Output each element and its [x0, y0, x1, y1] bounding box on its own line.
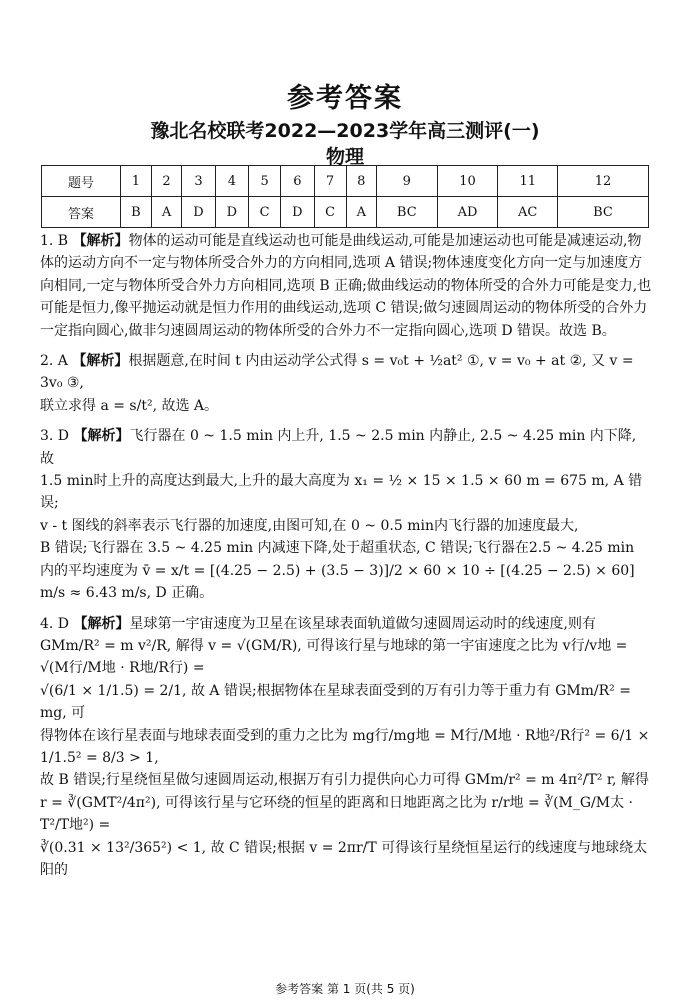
answer-table-answer-row	[42, 197, 649, 228]
solution-line: 飞行器在 0 ~ 1.5 min 内上升, 1.5 ~ 2.5 min 内静止, 2.5 ~ 4.25 min 内下降, 故	[40, 428, 637, 467]
solution-line: 1.5 min时上升的高度达到最大,上升的最大高度为 x₁ = ½ × 15 × 1.5 × 60 m = 675 m, A 错误;	[40, 473, 643, 512]
answer-cell: A	[346, 197, 376, 228]
question-head: 4. D	[40, 615, 70, 632]
solution-line: 内的平均速度为 v̄ = x/t = [(4.25 − 2.5) + (3.5 − 3)]/2 × 60 × 10 ÷ [(4.25 − 2.5) × 60] m/s ≈ 6.43 m/s, D 正确。	[40, 562, 635, 602]
question-number: 10	[437, 166, 498, 197]
analysis-tag: 【解析】	[72, 353, 129, 370]
answer-cell: AC	[498, 197, 558, 228]
question-number: 5	[249, 166, 281, 197]
solution-line: 根据题意,在时间 t 内由运动学公式得 s = v₀t + ½at² ①, v = v₀ + at ②, 又 v = 3v₀ ③,	[40, 353, 634, 392]
answer-cell: B	[120, 197, 151, 228]
answer-cell: D	[215, 197, 248, 228]
answer-table-number-row	[42, 166, 649, 197]
answer-table	[41, 165, 649, 228]
answer-cell: C	[314, 197, 346, 228]
solution-q1	[40, 230, 652, 342]
question-number: 8	[346, 166, 376, 197]
page-title: 参考答案	[287, 83, 403, 114]
question-number: 3	[182, 166, 215, 197]
question-head: 3. D	[40, 428, 70, 445]
answer-cell: BC	[558, 197, 649, 228]
solution-line: 联立求得 a = s/t², 故选 A。	[40, 397, 219, 414]
row-label: 答案	[42, 197, 121, 228]
page-footer: 参考答案 第 1 页(共 5 页)	[275, 982, 415, 996]
row-label: 题号	[42, 166, 121, 197]
question-number: 2	[151, 166, 181, 197]
solution-line: 故 B 错误;行星绕恒星做匀速圆周运动,根据万有引力提供向心力可得 GMm/r² = m 4π²/T² r, 解得	[40, 772, 649, 789]
solution-line: B 错误;飞行器在 3.5 ~ 4.25 min 内减速下降,处于超重状态, C 错误;飞行器在2.5 ~ 4.25 min	[40, 540, 635, 557]
answer-cell: D	[182, 197, 215, 228]
answer-cell: D	[281, 197, 314, 228]
solution-line: √(6/1 × 1/1.5) = 2/1, 故 A 错误;根据物体在星球表面受到的万有引力等于重力有 GMm/R² = mg, 可	[40, 682, 631, 722]
question-number: 1	[120, 166, 151, 197]
solution-line: r = ∛(GMT²/4π²), 可得该行星与它环绕的恒星的距离和日地距离之比为 r/r地 = ∛(M_G/M太 · T²/T地²) =	[40, 794, 634, 834]
solution-line: 得物体在该行星表面与地球表面受到的重力之比为 mg行/mg地 = M行/M地 · R地²/R行² = 6/1 × 1/1.5² = 8/3 > 1,	[40, 727, 650, 766]
analysis-tag: 【解析】	[72, 233, 129, 249]
question-head: 1. B	[40, 233, 69, 249]
answer-cell: AD	[437, 197, 498, 228]
question-number: 11	[498, 166, 558, 197]
solution-q2	[40, 350, 652, 417]
solution-line: 星球第一宇宙速度为卫星在该星球表面轨道做匀速圆周运动时的线速度,则有	[129, 615, 596, 632]
solutions-body	[40, 230, 652, 881]
solution-line: v - t 图线的斜率表示飞行器的加速度,由图可知,在 0 ~ 0.5 min内飞行器的加速度最大,	[40, 517, 579, 534]
analysis-tag: 【解析】	[73, 615, 130, 632]
answer-cell: BC	[376, 197, 437, 228]
question-number: 9	[376, 166, 437, 197]
question-head: 2. A	[40, 353, 68, 370]
exam-subtitle: 豫北名校联考2022—2023学年高三测评(一)	[150, 120, 540, 142]
solution-q4	[40, 613, 652, 882]
answer-cell: A	[151, 197, 181, 228]
solution-text: 物体的运动可能是直线运动也可能是曲线运动,可能是加速运动也可能是减速运动,物体的运动方向不一定与物体所受合外力的方向相同,选项 A 错误;物体速度变化方向一定与加速度方向相同,一定与物体所受合外力方向相同,选项 B 正确;做曲线运动的物体所受的合外力可能是变力,也可能是恒力,像平抛运动就是恒力作用的曲线运动,选项 C 错误;做匀速圆周运动的物体所受的合外力一定指向圆心,做非匀速圆周运动的物体所受的合外力不一定指向圆心,选项 D 错误。故选 B。	[40, 233, 652, 339]
solution-line: ∛(0.31 × 13²/365²) < 1, 故 C 错误;根据 v = 2πr/T 可得该行星绕恒星运行的线速度与地球绕太阳的	[40, 839, 648, 878]
analysis-tag: 【解析】	[73, 428, 130, 445]
question-number: 4	[215, 166, 248, 197]
question-number: 7	[314, 166, 346, 197]
question-number: 6	[281, 166, 314, 197]
subject-title: 物理	[325, 146, 364, 168]
question-number: 12	[558, 166, 649, 197]
answer-cell: C	[249, 197, 281, 228]
solution-line: GMm/R² = m v²/R, 解得 v = √(GM/R), 可得该行星与地球的第一宇宙速度之比为 v行/v地 = √(M行/M地 · R地/R行) =	[40, 637, 628, 677]
solution-q3	[40, 425, 652, 604]
